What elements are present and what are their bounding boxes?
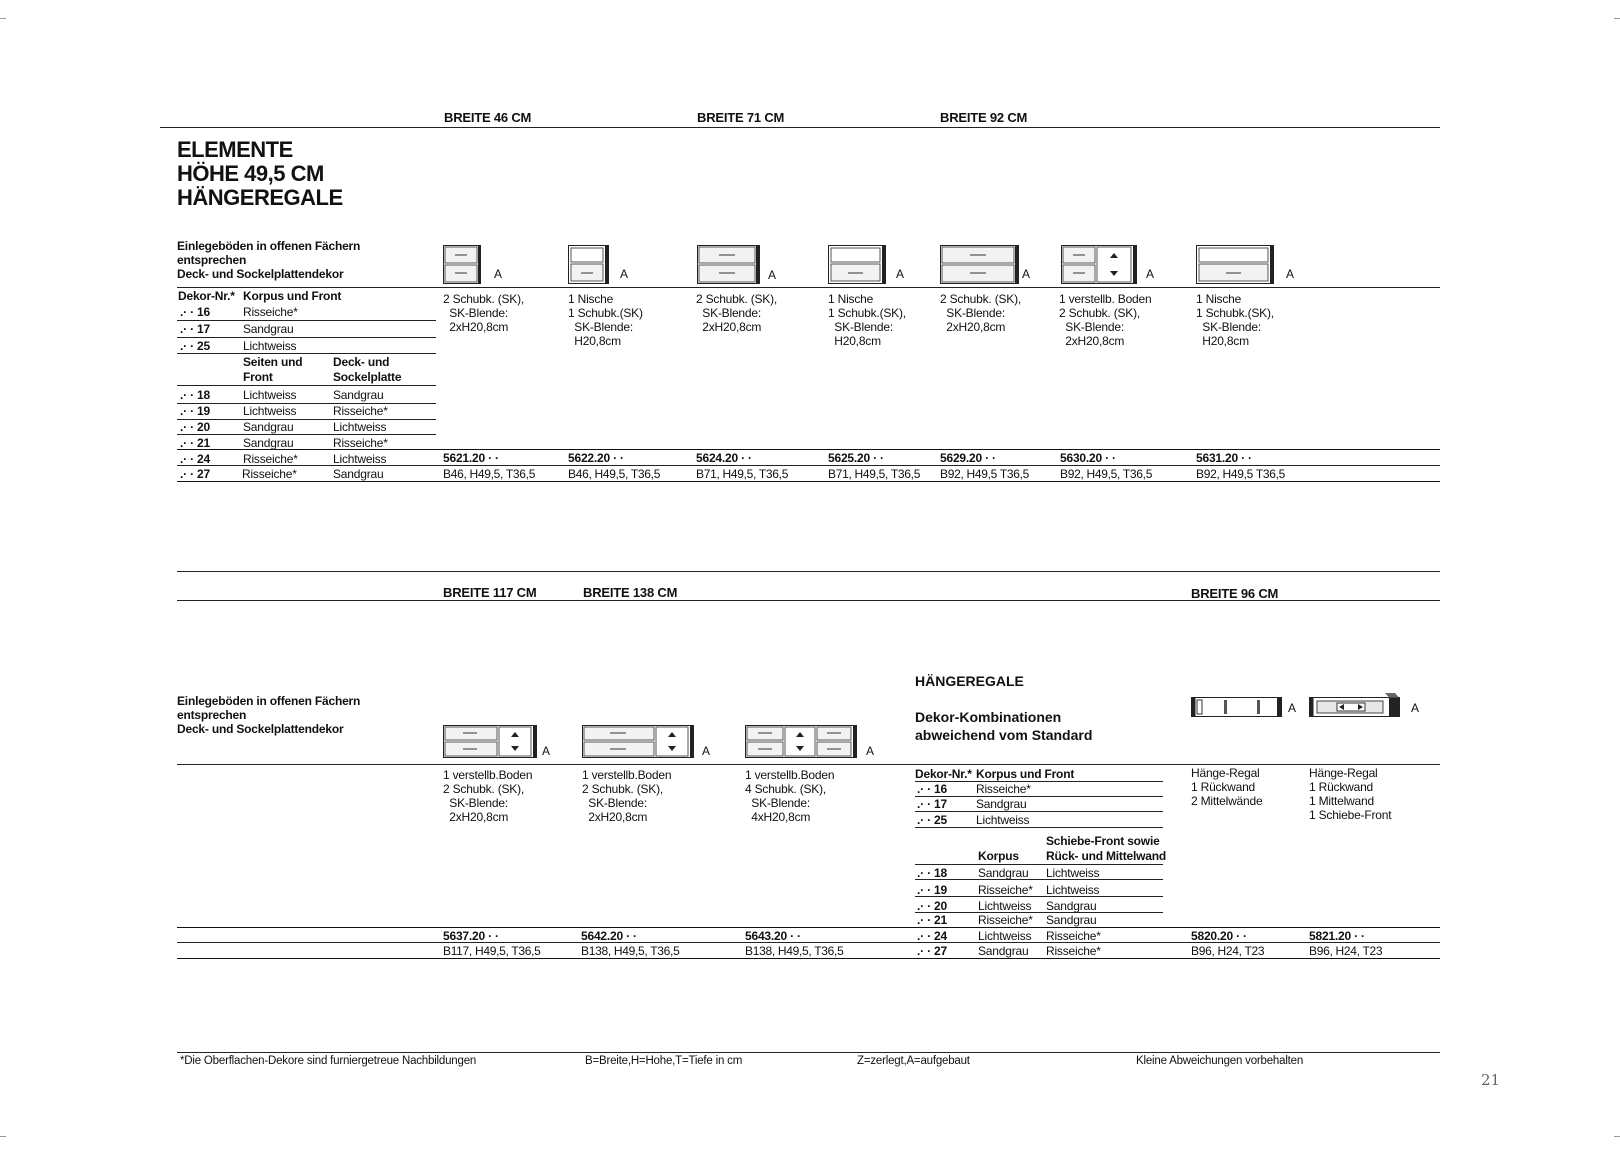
product-description: 2 Schubk. (SK), SK-Blende: 2xH20,8cm bbox=[443, 292, 525, 334]
unit-2-drawers-icon bbox=[697, 245, 761, 285]
product-description: 1 verstellb.Boden 4 Schubk. (SK), SK-Blende: 4xH20,8cm bbox=[745, 768, 835, 824]
product-description: 1 Nische 1 Schubk.(SK), SK-Blende: H20,8cm bbox=[828, 292, 906, 348]
decor-number: .· · 25 bbox=[917, 813, 947, 827]
subheading-line: abweichend vom Standard bbox=[915, 727, 1093, 743]
product-description: Hänge-Regal 1 Rückwand 2 Mittelwände bbox=[1191, 766, 1263, 808]
decor-value: Sandgrau bbox=[976, 797, 1027, 811]
decor-value: Sandgrau bbox=[1046, 899, 1097, 913]
decor-value: Lichtweiss bbox=[243, 388, 297, 402]
table-rule bbox=[915, 796, 1163, 797]
subheading-line: Dekor-Kombinationen bbox=[915, 709, 1062, 725]
divider bbox=[177, 287, 1440, 288]
table-rule bbox=[177, 353, 436, 354]
table-rule bbox=[915, 879, 1163, 880]
decor-value: Risseiche* bbox=[333, 404, 388, 418]
unit-niche-drawer-icon bbox=[568, 245, 612, 285]
divider bbox=[177, 449, 1440, 450]
decor-value: Sandgrau bbox=[243, 436, 294, 450]
note-line: Einlegeböden in offenen Fächern bbox=[177, 694, 361, 708]
decor-value: Risseiche* bbox=[976, 782, 1031, 796]
table-header: Korpus und Front bbox=[976, 767, 1075, 781]
decor-number: .· · 19 bbox=[917, 883, 947, 897]
decor-number: .· · 19 bbox=[180, 404, 210, 418]
width-heading: BREITE 71 CM bbox=[697, 110, 785, 125]
table-rule bbox=[177, 419, 436, 420]
dimensions: B117, H49,5, T36,5 bbox=[443, 944, 541, 958]
table-rule bbox=[915, 912, 1163, 913]
decor-number: .· · 20 bbox=[917, 899, 947, 913]
footer-note-assembly: Z=zerlegt,A=aufgebaut bbox=[857, 1055, 970, 1067]
decor-value: Lichtweiss bbox=[1046, 883, 1100, 897]
table-rule bbox=[915, 781, 1163, 782]
article-number: 5625.20 · · bbox=[828, 451, 884, 465]
table-subheader: Schiebe-Front sowie bbox=[1046, 834, 1160, 848]
crop-mark bbox=[0, 18, 6, 19]
article-number: 5643.20 · · bbox=[745, 929, 801, 943]
assembly-label: A bbox=[542, 744, 551, 758]
article-number: 5820.20 · · bbox=[1191, 929, 1247, 943]
decor-number: .· · 17 bbox=[180, 322, 210, 336]
page-title bbox=[177, 138, 343, 210]
divider bbox=[177, 600, 1440, 601]
decor-number: .· · 21 bbox=[180, 436, 210, 450]
divider bbox=[177, 571, 1440, 572]
decor-value: Sandgrau bbox=[1046, 913, 1097, 927]
assembly-label: A bbox=[866, 744, 875, 758]
dimensions: B92, H49,5, T36,5 bbox=[1060, 467, 1153, 481]
decor-number: .· · 27 bbox=[180, 467, 210, 481]
article-number: 5630.20 · · bbox=[1060, 451, 1116, 465]
unit-shelf-4-drawers-icon bbox=[745, 725, 861, 759]
table-rule bbox=[915, 864, 1163, 865]
article-number: 5622.20 · · bbox=[568, 451, 624, 465]
decor-value: Sandgrau bbox=[243, 420, 294, 434]
table-header: Dekor-Nr.* bbox=[915, 767, 972, 781]
decor-number: .· · 20 bbox=[180, 420, 210, 434]
decor-number: .· · 16 bbox=[180, 305, 210, 319]
shelf-note bbox=[177, 694, 360, 736]
table-header: Korpus und Front bbox=[243, 289, 342, 303]
table-rule bbox=[177, 320, 436, 321]
table-rule bbox=[177, 403, 436, 404]
assembly-label: A bbox=[1286, 267, 1295, 281]
note-line: Deck- und Sockelplattendekor bbox=[177, 722, 344, 736]
decor-value: Sandgrau bbox=[978, 944, 1029, 958]
dimensions: B71, H49,5, T36,5 bbox=[696, 467, 789, 481]
assembly-label: A bbox=[896, 267, 905, 281]
note-line: entsprechen bbox=[177, 708, 247, 722]
article-number: 5631.20 · · bbox=[1196, 451, 1252, 465]
note-line: entsprechen bbox=[177, 253, 247, 267]
footer-note-decor: *Die Oberflachen-Dekore sind furniergetreue Nachbildungen bbox=[180, 1055, 477, 1067]
decor-number: .· · 16 bbox=[917, 782, 947, 796]
decor-value: Risseiche* bbox=[243, 452, 298, 466]
dimensions: B138, H49,5, T36,5 bbox=[745, 944, 844, 958]
divider bbox=[160, 127, 1440, 128]
decor-value: Risseiche* bbox=[1046, 929, 1101, 943]
decor-value: Lichtweiss bbox=[1046, 866, 1100, 880]
title-line: HÄNGEREGALE bbox=[177, 185, 343, 210]
decor-value: Risseiche* bbox=[1046, 944, 1101, 958]
shelf-note bbox=[177, 239, 360, 281]
decor-number: .· · 25 bbox=[180, 339, 210, 353]
assembly-label: A bbox=[1411, 701, 1420, 715]
decor-value: Sandgrau bbox=[333, 467, 384, 481]
divider bbox=[177, 764, 1440, 765]
dimensions: B96, H24, T23 bbox=[1191, 944, 1265, 958]
decor-value: Sandgrau bbox=[243, 322, 294, 336]
product-description: 2 Schubk. (SK), SK-Blende: 2xH20,8cm bbox=[696, 292, 778, 334]
footer-note-disclaimer: Kleine Abweichungen vorbehalten bbox=[1136, 1055, 1304, 1067]
section-heading: HÄNGEREGALE bbox=[915, 673, 1024, 689]
article-number: 5624.20 · · bbox=[696, 451, 752, 465]
product-description: 1 Nische 1 Schubk.(SK) SK-Blende: H20,8cm bbox=[568, 292, 643, 348]
page-number: 21 bbox=[1481, 1071, 1501, 1089]
decor-value: Risseiche* bbox=[243, 305, 298, 319]
dimensions: B138, H49,5, T36,5 bbox=[581, 944, 680, 958]
decor-number: .· · 17 bbox=[917, 797, 947, 811]
product-description: 1 verstellb.Boden 2 Schubk. (SK), SK-Blende: 2xH20,8cm bbox=[582, 768, 672, 824]
table-rule bbox=[915, 896, 1163, 897]
crop-mark bbox=[0, 1136, 6, 1137]
footer-rule bbox=[177, 1052, 1440, 1053]
crop-mark bbox=[1614, 1136, 1620, 1137]
product-description: 2 Schubk. (SK), SK-Blende: 2xH20,8cm bbox=[940, 292, 1022, 334]
table-rule bbox=[915, 811, 1163, 812]
decor-value: Lichtweiss bbox=[976, 813, 1030, 827]
dimensions: B96, H24, T23 bbox=[1309, 944, 1383, 958]
note-line: Einlegeböden in offenen Fächern bbox=[177, 239, 361, 253]
product-description: 1 verstellb.Boden 2 Schubk. (SK), SK-Blende: 2xH20,8cm bbox=[443, 768, 533, 824]
assembly-label: A bbox=[1288, 701, 1297, 715]
hanging-shelf-icon bbox=[1191, 697, 1287, 719]
unit-shelf-drawers-icon bbox=[443, 725, 543, 759]
decor-value: Sandgrau bbox=[978, 866, 1029, 880]
dimensions: B92, H49,5 T36,5 bbox=[940, 467, 1030, 481]
unit-2-drawers-icon bbox=[443, 245, 483, 285]
decor-value: Sandgrau bbox=[333, 388, 384, 402]
section-subheading bbox=[915, 708, 1092, 744]
decor-number: .· · 24 bbox=[917, 929, 947, 943]
decor-value: Lichtweiss bbox=[333, 420, 387, 434]
width-heading: BREITE 92 CM bbox=[940, 110, 1028, 125]
decor-value: Lichtweiss bbox=[978, 899, 1032, 913]
dimensions: B71, H49,5, T36,5 bbox=[828, 467, 921, 481]
decor-number: .· · 21 bbox=[917, 913, 947, 927]
table-subheader: Seiten und bbox=[243, 355, 303, 369]
table-subheader: Rück- und Mittelwand bbox=[1046, 849, 1166, 863]
decor-value: Lichtweiss bbox=[243, 404, 297, 418]
dimensions: B46, H49,5, T36,5 bbox=[443, 467, 536, 481]
decor-value: Risseiche* bbox=[978, 913, 1033, 927]
crop-mark bbox=[1614, 18, 1620, 19]
decor-number: .· · 18 bbox=[180, 388, 210, 402]
width-heading: BREITE 46 CM bbox=[444, 110, 532, 125]
width-heading: BREITE 138 CM bbox=[583, 585, 678, 600]
decor-value: Risseiche* bbox=[978, 883, 1033, 897]
table-subheader: Korpus bbox=[978, 849, 1019, 863]
article-number: 5637.20 · · bbox=[443, 929, 499, 943]
width-heading: BREITE 117 CM bbox=[443, 585, 537, 600]
decor-value: Risseiche* bbox=[333, 436, 388, 450]
decor-value: Risseiche* bbox=[242, 467, 297, 481]
table-header: Dekor-Nr.* bbox=[178, 289, 235, 303]
assembly-label: A bbox=[494, 267, 503, 281]
table-rule bbox=[177, 337, 436, 338]
decor-number: .· · 24 bbox=[180, 452, 210, 466]
table-subheader: Deck- und bbox=[333, 355, 390, 369]
divider bbox=[177, 465, 1440, 466]
assembly-label: A bbox=[620, 267, 629, 281]
title-line: ELEMENTE bbox=[177, 137, 293, 162]
divider bbox=[177, 927, 1440, 928]
assembly-label: A bbox=[1146, 267, 1155, 281]
unit-niche-drawer-icon bbox=[828, 245, 888, 285]
assembly-label: A bbox=[1022, 267, 1031, 281]
divider bbox=[177, 942, 1440, 943]
decor-value: Lichtweiss bbox=[243, 339, 297, 353]
width-heading: BREITE 96 CM bbox=[1191, 586, 1279, 601]
article-number: 5642.20 · · bbox=[581, 929, 637, 943]
decor-value: Lichtweiss bbox=[978, 929, 1032, 943]
decor-number: .· · 27 bbox=[917, 944, 947, 958]
unit-2-drawers-icon bbox=[940, 245, 1020, 285]
product-description: 1 verstellb. Boden 2 Schubk. (SK), SK-Blende: 2xH20,8cm bbox=[1059, 292, 1152, 348]
table-rule bbox=[915, 827, 1163, 828]
decor-number: .· · 18 bbox=[917, 866, 947, 880]
unit-shelf-drawers-icon bbox=[1061, 245, 1141, 285]
article-number: 5821.20 · · bbox=[1309, 929, 1365, 943]
divider bbox=[177, 958, 1440, 959]
product-description: 1 Nische 1 Schubk.(SK), SK-Blende: H20,8cm bbox=[1196, 292, 1274, 348]
article-number: 5629.20 · · bbox=[940, 451, 996, 465]
table-rule bbox=[177, 434, 436, 435]
table-subheader: Sockelplatte bbox=[333, 370, 402, 384]
table-subheader: Front bbox=[243, 370, 273, 384]
product-description: Hänge-Regal 1 Rückwand 1 Mittelwand 1 Schiebe-Front bbox=[1309, 766, 1392, 822]
assembly-label: A bbox=[768, 268, 777, 282]
assembly-label: A bbox=[702, 744, 711, 758]
decor-value: Lichtweiss bbox=[333, 452, 387, 466]
article-number: 5621.20 · · bbox=[443, 451, 499, 465]
divider bbox=[177, 481, 1440, 482]
title-line: HÖHE 49,5 CM bbox=[177, 161, 324, 186]
unit-shelf-drawers-icon bbox=[582, 725, 698, 759]
table-rule bbox=[177, 385, 436, 386]
dimensions: B92, H49,5 T36,5 bbox=[1196, 467, 1286, 481]
footer-note-dimensions: B=Breite,H=Hohe,T=Tiefe in cm bbox=[585, 1055, 743, 1067]
note-line: Deck- und Sockelplattendekor bbox=[177, 267, 344, 281]
hanging-shelf-sliding-front-icon bbox=[1309, 697, 1405, 719]
dimensions: B46, H49,5, T36,5 bbox=[568, 467, 661, 481]
unit-niche-drawer-icon bbox=[1196, 245, 1276, 285]
